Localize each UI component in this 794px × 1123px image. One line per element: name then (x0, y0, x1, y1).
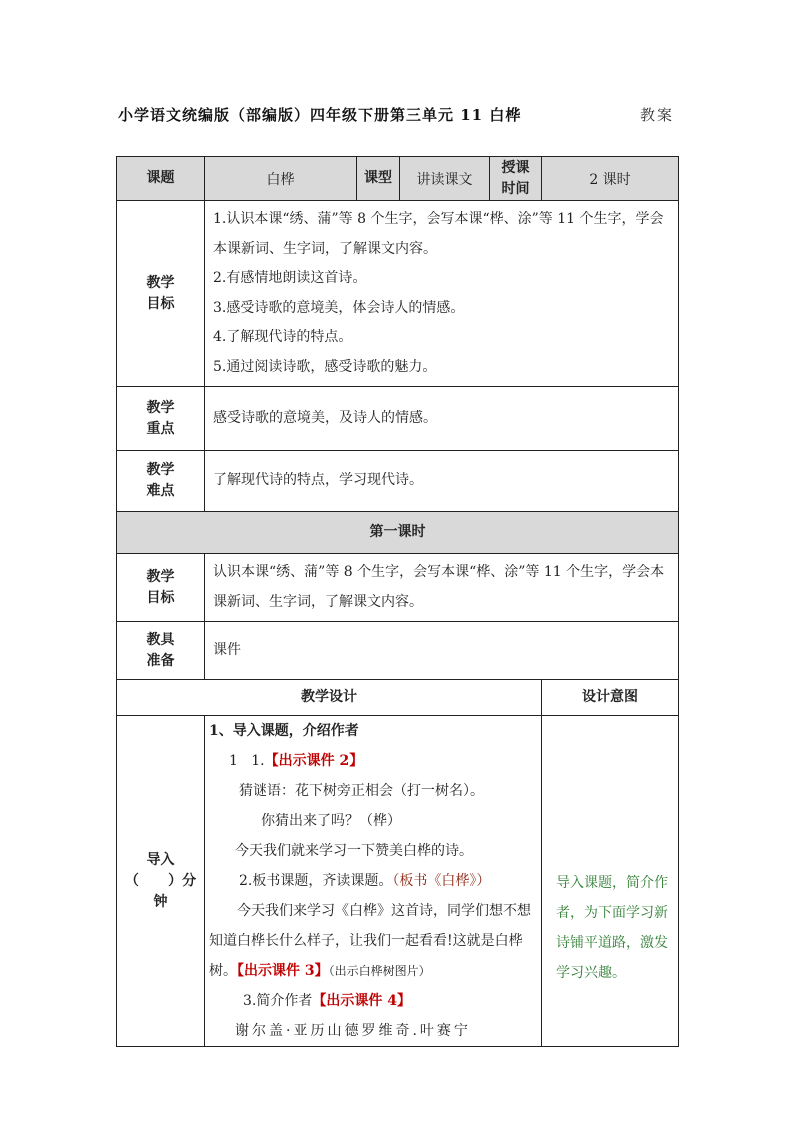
type-label: 课型 (357, 157, 400, 201)
intro-label-line-3: 钟 (153, 893, 168, 910)
key-points-label-line-2: 重点 (146, 420, 175, 437)
intro-paragraph (209, 896, 537, 986)
author-line: 谢尔盖·亚历山德罗维奇.叶赛宁 (235, 1023, 471, 1039)
design-header: 教学设计 (117, 680, 542, 716)
prep-label (117, 622, 205, 680)
type-value: 讲读课文 (400, 157, 490, 201)
goals-content (205, 201, 679, 387)
topic-value: 白桦 (205, 157, 357, 201)
prep-text: 课件 (205, 622, 679, 680)
first-lesson-goals-row (117, 554, 679, 622)
guess-line: 你猜出来了吗？（桦） (261, 813, 401, 829)
intro-step-3 (209, 986, 537, 1016)
intro-heading: 1、导入课题，介绍作者 (209, 723, 359, 739)
document-title-suffix: 教案 (639, 106, 674, 124)
time-value: 2 课时 (542, 157, 679, 201)
key-points-label (117, 387, 205, 451)
key-points-label-line-1: 教学 (146, 399, 175, 416)
difficulties-text: 了解现代诗的特点，学习现代诗。 (205, 451, 679, 512)
key-points-text: 感受诗歌的意境美，及诗人的情感。 (205, 387, 679, 451)
difficulties-label (117, 451, 205, 512)
intro-label-line-2: （ ）分 (124, 872, 197, 889)
difficulties-label-line-1: 教学 (146, 462, 175, 478)
step-1-courseware: 【出示课件 2】 (264, 753, 364, 769)
goal-item-3: 3.感受诗歌的意境美，体会诗人的情感。 (213, 299, 465, 316)
step-2-board: （板书《白桦》） (392, 873, 491, 889)
info-row (117, 157, 679, 201)
difficulties-row (117, 451, 679, 512)
topic-label: 课题 (117, 157, 205, 201)
goal-item-2: 2.有感情地朗读这首诗。 (213, 270, 367, 286)
step-2-text: 2.板书课题，齐读课题。 (239, 873, 393, 889)
goals-label-line-1: 教学 (146, 274, 175, 291)
intro-label-line-1: 导入 (146, 851, 175, 868)
goals-label (117, 201, 205, 387)
document-title-text: 小学语文统编版（部编版）四年级下册第三单元 11 白桦 (118, 106, 522, 124)
intro-design-content (205, 716, 542, 1047)
lesson-plan-table (116, 156, 679, 1047)
goals-label-line-2: 目标 (146, 295, 175, 312)
first-lesson-goals-label (117, 554, 205, 622)
prep-label-line-2: 准备 (146, 652, 175, 669)
step-3-text: 3.简介作者 (243, 993, 313, 1009)
prep-row (117, 622, 679, 680)
goal-item-1: 1.认识本课“绣、蒲”等 8 个生字，会写本课“桦、涂”等 11 个生字，学会本课新词、生字词，了解课文内容。 (213, 211, 664, 257)
design-header-row (117, 680, 679, 716)
first-lesson-goals-label-line-2: 目标 (146, 589, 175, 606)
intro-step-1 (209, 746, 537, 776)
time-label-line-2: 时间 (501, 180, 530, 197)
today-line: 今天我们就来学习一下赞美白桦的诗。 (235, 843, 473, 859)
intro-section-row (117, 716, 679, 1047)
intro-paragraph-text: 今天我们来学习《白桦》这首诗，同学们想不想知道白桦长什么样子，让我们一起看看!这就是白桦树。 (209, 903, 531, 979)
goal-item-4: 4.了解现代诗的特点。 (213, 329, 353, 345)
intent-header: 设计意图 (542, 680, 679, 716)
first-lesson-goals-text: 认识本课“绣、蒲”等 8 个生字，会写本课“桦、涂”等 11 个生字，学会本课新词、生字词，了解课文内容。 (205, 554, 679, 622)
time-label-line-1: 授课 (501, 159, 530, 176)
first-lesson-row (117, 512, 679, 554)
intro-section-label (117, 716, 205, 1047)
step-3-courseware: 【出示课件 4】 (312, 993, 411, 1009)
goal-item-5: 5.通过阅读诗歌，感受诗歌的魅力。 (213, 358, 437, 375)
prep-label-line-1: 教具 (146, 631, 175, 648)
step-1-prefix: 1 1. (229, 753, 265, 769)
difficulties-label-line-2: 难点 (146, 483, 175, 499)
time-label (490, 157, 542, 201)
riddle-line: 猜谜语：花下树旁正相会（打一树名）。 (239, 783, 484, 799)
first-lesson-goals-label-line-1: 教学 (146, 568, 175, 585)
intro-step-2 (209, 866, 537, 896)
key-points-row (117, 387, 679, 451)
intro-intent: 导入课题，简介作者，为下面学习新诗铺平道路，激发学习兴趣。 (542, 716, 679, 1047)
first-lesson-heading: 第一课时 (117, 512, 679, 554)
document-title (118, 104, 678, 128)
intro-note: （出示白桦树图片） (328, 964, 431, 978)
intro-courseware-3: 【出示课件 3】 (237, 963, 329, 979)
goals-row (117, 201, 679, 387)
